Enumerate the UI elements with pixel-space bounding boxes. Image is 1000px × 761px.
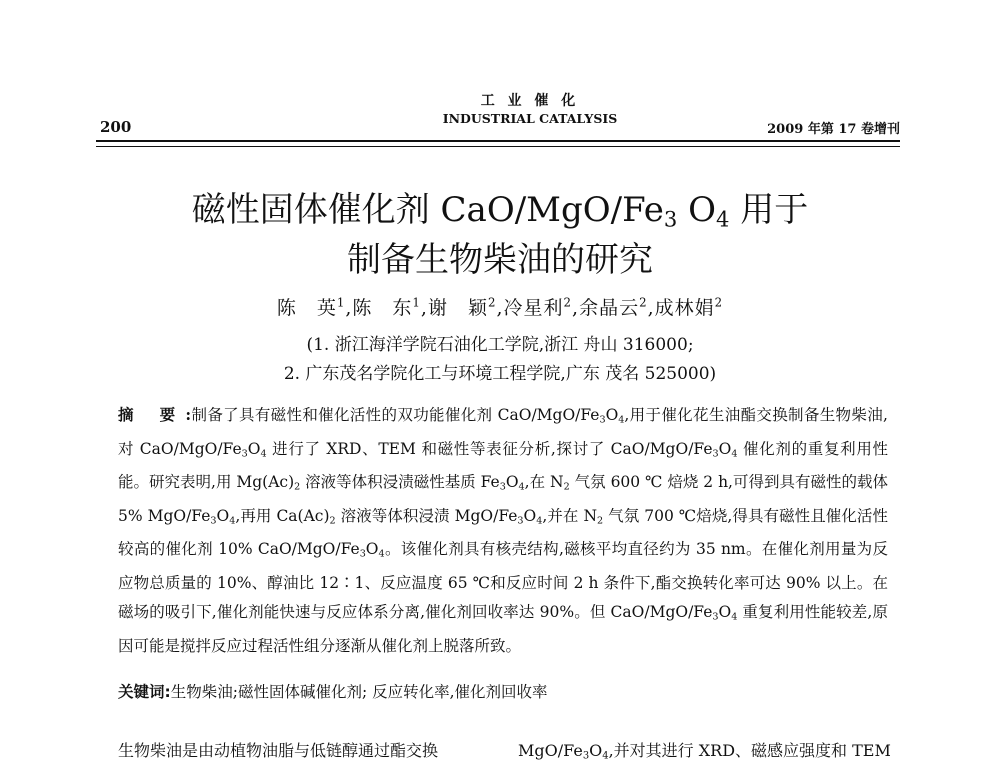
author: 陈 东$^1$, <box>352 295 428 319</box>
keywords: 关键词:生物柴油;磁性固体碱催化剂; 反应转化率,催化剂回收率 <box>118 683 548 701</box>
journal-header <box>420 93 640 127</box>
author: 陈 英$^1$, <box>276 295 353 319</box>
header-rule-thick <box>96 140 900 142</box>
paper-title-line2: 制备生物柴油的研究 <box>347 240 653 280</box>
author: 余晶云$^2$, <box>579 295 655 319</box>
issue-info: 2009 年第 17 卷增刊 <box>767 122 900 137</box>
author: 谢 颖$^2$, <box>427 295 504 319</box>
body-text-right: MgO/$Fe_3O_4$,并对其进行 XRD、磁感应强度和 TEM <box>518 741 891 761</box>
page-number: 200 <box>100 118 132 136</box>
affiliation-2: 2. 广东茂名学院化工与环境工程学院,广东 茂名 525000) <box>283 364 717 384</box>
affiliation-1: (1. 浙江海洋学院石油化工学院,浙江 舟山 316000; <box>306 335 694 355</box>
abstract-label: 摘 要 <box>118 406 186 424</box>
author-list <box>0 293 1000 320</box>
keywords-label: 关键词 <box>118 683 165 701</box>
abstract: 摘 要:制备了具有磁性和催化活性的双功能催化剂 CaO/$MgO/Fe_3O_4$,用于催化花生油酯交换制备生物柴油,对 CaO/$MgO/Fe_3O_4$ 进行了 XRD、TEM 和磁性等表征分析,探讨了 CaO/$MgO/Fe_3O_4$ 催化剂的重复利用性能。研究表明,用 $Mg(Ac)_2$ 溶液等体积浸渍磁性基质 $Fe_3O_4$,在 $N_2$ 气氛 600 ℃ 焙烧 2 h,可得到具有磁性的载体 5% MgO/$Fe_3O_4$,再用 $Ca(Ac)_2$ 溶液等体积浸渍 MgO/$Fe_3O_4$,并在 $N_2$ 气氛 700 ℃焙烧,得具有磁性且催化活性较高的催化剂 10% CaO/$MgO/Fe_3O_4$。该催化剂具有核壳结构,磁核平均直径约为 35 nm。在催化剂用量为反应物总质量的 10%、醇油比 12∶1、反应温度 65 ℃和反应时间 2 h 条件下,酯交换转化率可达 90% 以上。在磁场的吸引下,催化剂能快速与反应体系分离,催化剂回收率达 90%。但 CaO/$MgO/Fe_3O_4$ 重复利用性能较差,原因可能是搅拌反应过程活性组分逐渐从催化剂上脱落所致。 <box>118 405 889 655</box>
keywords-text: 生物柴油;磁性固体碱催化剂; 反应转化率,催化剂回收率 <box>170 683 548 701</box>
paper-title-line1: 磁性固体催化剂 CaO/$MgO/Fe_3$ $O_4$ 用于 <box>191 190 809 232</box>
author: 成林娟$^2$ <box>654 295 724 319</box>
journal-name-cn: 工 业 催 化 <box>480 93 580 109</box>
body-text-left: 生物柴油是由动植物油脂与低链醇通过酯交换 <box>118 741 439 760</box>
journal-name-en: INDUSTRIAL CATALYSIS <box>442 111 618 126</box>
author: 冷星利$^2$, <box>503 295 580 319</box>
header-rule-thin <box>96 146 900 147</box>
